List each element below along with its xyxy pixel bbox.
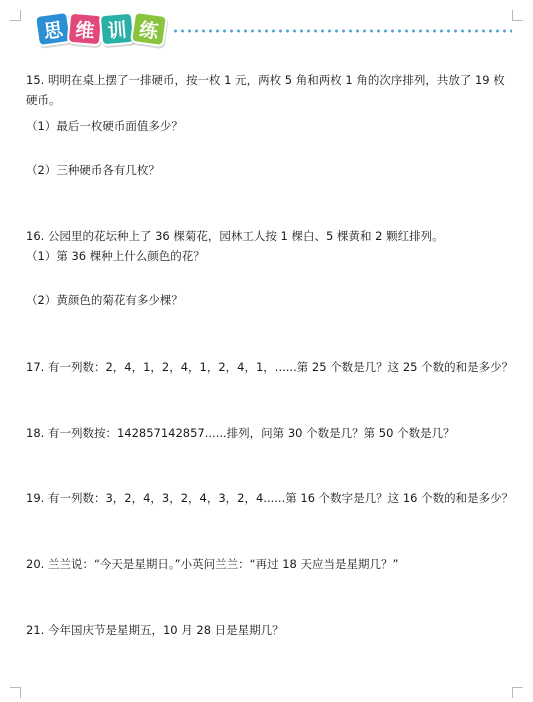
- dotted-divider-icon: [172, 29, 512, 33]
- question-19: [26, 488, 514, 508]
- question-20: [26, 554, 514, 574]
- question-15-part-2: [26, 160, 514, 180]
- question-text: 16. 公园里的花坛种上了 36 棵菊花，园林工人按 1 棵白、5 棵黄和 2 颗红排列。: [26, 229, 444, 243]
- question-16: [26, 226, 514, 246]
- crop-mark-bottom-left: [10, 687, 21, 698]
- badge-char-1: 思: [34, 11, 72, 47]
- question-18: [26, 423, 514, 443]
- sub-question-text: （1）第 36 棵种上什么颜色的花？: [26, 249, 205, 263]
- question-17: [26, 357, 514, 377]
- question-text: 21. 今年国庆节是星期五，10 月 28 日是星期几？: [26, 623, 284, 637]
- sub-question-text: （2）黄颜色的菊花有多少棵？: [26, 293, 183, 307]
- question-text: 19. 有一列数：3，2，4，3，2，4，3，2，4......第 16 个数字是几？这 16 个数的和是多少？: [26, 491, 514, 505]
- badge-char-2: 维: [67, 12, 104, 47]
- question-15-part-1: [26, 116, 514, 136]
- badge-char-3: 训: [99, 12, 136, 47]
- question-text: 15. 明明在桌上摆了一排硬币，按一枚 1 元，两枚 5 角和两枚 1 角的次序排列，共放了 19 枚: [26, 73, 505, 87]
- question-text: 20. 兰兰说：“今天是星期日。”小英问兰兰：“再过 18 天应当是星期几？”: [26, 557, 399, 571]
- question-text-cont: 硬币。: [26, 93, 61, 107]
- question-21: [26, 620, 514, 640]
- sub-question-text: （1）最后一枚硬币面值多少？: [26, 119, 183, 133]
- thinking-training-badge: [36, 12, 164, 46]
- crop-mark-top-left: [10, 10, 21, 21]
- question-16-part-1: [26, 246, 514, 266]
- question-text: 18. 有一列数按：142857142857......排列，问第 30 个数是几？第 50 个数是几？: [26, 426, 455, 440]
- question-15: [26, 70, 514, 110]
- badge-char-4: 练: [130, 11, 168, 47]
- sub-question-text: （2）三种硬币各有几枚？: [26, 163, 160, 177]
- question-text: 17. 有一列数：2，4，1，2，4，1，2，4，1，......第 25 个数是几？这 25 个数的和是多少？: [26, 360, 514, 374]
- crop-mark-bottom-right: [512, 687, 523, 698]
- section-header: [36, 12, 516, 48]
- question-16-part-2: [26, 290, 514, 310]
